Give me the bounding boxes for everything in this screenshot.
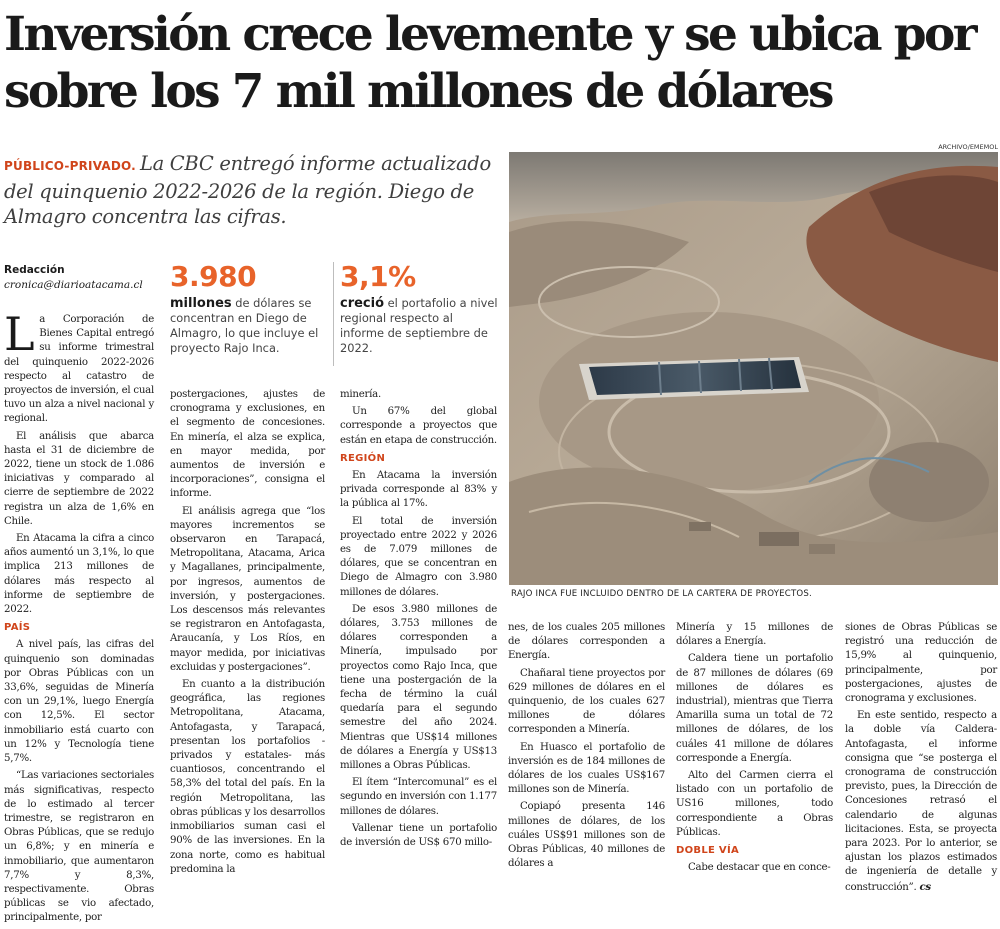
stat-description bbox=[170, 296, 325, 356]
body-column-4 bbox=[508, 621, 665, 874]
paragraph: minería. bbox=[340, 389, 381, 400]
stat-bold-word: millones bbox=[170, 296, 232, 311]
section-heading-region: REGIÓN bbox=[340, 452, 386, 464]
paragraph: El ítem “Intercomunal” es el segundo en inversión con 1.177 millones de dólares. bbox=[340, 777, 497, 817]
body-column-2 bbox=[170, 388, 325, 880]
paragraph: El análisis agrega que “los mayores incrementos se observaron en Tarapacá, Metropolitana, Atacama, Arica y Magallanes, principalmente, por ingresos, aumentos de inversión, y postergaciones. Los descensos más relevantes se registraron en Antofagasta, Araucanía, y Los Ríos, en mayor medida, por iniciativas excluidas y postergaciones”. bbox=[170, 505, 325, 673]
byline-email[interactable]: cronica@diarioatacama.cl bbox=[4, 279, 143, 291]
stat-bold-word: creció bbox=[340, 296, 385, 311]
end-mark-icon: cs bbox=[919, 880, 931, 893]
deck-text: La CBC entregó informe actualizado del quinquenio 2022-2026 de la región. Diego de Almagro concentra las cifras. bbox=[4, 152, 491, 228]
body-column-5 bbox=[676, 621, 833, 878]
paragraph: Alto del Carmen cierra el listado con un portafolio de US16 millones, todo correspondiente a Obras Públicas. bbox=[676, 770, 833, 838]
paragraph: Caldera tiene un portafolio de 87 millones de dólares (69 millones de dólares es industrial), mientras que Tierra Amarilla suma un total de 72 millones de dólares, de los cuáles 41 millone de dólares corresponde a Energía. bbox=[676, 653, 833, 764]
stat-divider bbox=[333, 262, 334, 366]
paragraph: En Huasco el portafolio de inversión es de 184 millones de dólares de los cuales US$167 millones son de Minería. bbox=[508, 741, 665, 796]
byline bbox=[4, 263, 156, 293]
deck-kicker: PÚBLICO-PRIVADO. bbox=[4, 159, 136, 173]
headline: Inversión crece levemente y se ubica por sobre los 7 mil millones de dólares bbox=[4, 7, 975, 119]
body-column-6 bbox=[845, 621, 997, 898]
paragraph: Cabe destacar que en conce- bbox=[688, 862, 831, 874]
stat-box-investment bbox=[170, 262, 325, 356]
stat-description bbox=[340, 296, 498, 356]
section-heading-pais: PAÍS bbox=[4, 622, 31, 634]
article-deck bbox=[4, 151, 496, 229]
paragraph: nes, de los cuales 205 millones de dólares corresponden a Energía. bbox=[508, 622, 665, 662]
paragraph: El total de inversión proyectado entre 2022 y 2026 es de 7.079 millones de dólares, que se concentran en Diego de Almagro con 3.980 millones de dólares. bbox=[340, 515, 497, 598]
stat-box-growth bbox=[340, 262, 498, 356]
paragraph: “Las variaciones sectoriales más significativas, respecto de lo estimado al tercer trimestre, se registraron en Obras Públicas, que se redujo un 6,8%; y en minería e inmobiliario, que aumentaron 7,7% y 8,3%, respectivamente. Obras públicas se vio afectado, principalmente, por bbox=[4, 770, 154, 924]
section-heading-doble-via: DOBLE VÍA bbox=[676, 845, 740, 857]
paragraph: Un 67% del global corresponde a proyectos que están en etapa de construcción. bbox=[340, 406, 497, 446]
paragraph bbox=[845, 709, 997, 895]
photo-credit: ARCHIVO/EMEMOL bbox=[938, 143, 998, 151]
paragraph: En Atacama la cifra a cinco años aumentó un 3,1%, lo que implica 213 millones de dólares más respecto al informe de septiembre de 2022. bbox=[4, 533, 154, 616]
paragraph: siones de Obras Públicas se registró una reducción de 15,9% al quinquenio, principalmente, por postergaciones, ajustes de cronograma y exclusiones. bbox=[845, 622, 997, 705]
mine-aerial-photo bbox=[509, 152, 998, 585]
stat-value: 3.980 bbox=[170, 260, 257, 293]
paragraph: Chañaral tiene proyectos por 629 millones de dólares en el quinquenio, de los cuales 627 millones de dólares corresponden a Minería. bbox=[508, 667, 665, 736]
paragraph bbox=[4, 307, 155, 427]
paragraph: postergaciones, ajustes de cronograma y exclusiones, en el segmento de concesiones. En minería, el alza se explica, en mayor medida, por aumentos de inversión e incorporaciones”, consigna el informe. bbox=[170, 389, 325, 500]
paragraph-text: a Corporación de Bienes Capital entregó su informe trimestral del quinquenio 2022-2026 respecto al catastro de proyectos de inversión, el cual tuvo un alza a nivel nacional y regional. bbox=[4, 314, 155, 425]
paragraph: De esos 3.980 millones de dólares, 3.753 millones de dólares corresponden a Minería, impulsado por proyectos como Rajo Inca, que tiene una postergación de la fecha de término la cuál quedaría para el segundo semestre del año 2024. Mientras que US$14 millones de dólares a Energía y US$13 millones a Obras Públicas. bbox=[340, 603, 497, 772]
body-column-3 bbox=[340, 388, 497, 853]
paragraph: En cuanto a la distribución geográfica, las regiones Metropolitana, Atacama, Antofagasta, y Tarapacá, presentan los portafolios -privados y estatales- más cuantiosos, concentrando el 58,3% del total del país. En la región Metropolitana, las obras públicas y los desarrollos inmobiliarios suman casi el 90% de las inversiones. En la zona norte, como es habitual predomina la bbox=[170, 679, 325, 875]
stat-text: de dólares se concentran en Diego de Almagro, lo que incluye el proyecto Rajo Inca. bbox=[170, 296, 319, 355]
paragraph-text: En este sentido, respecto a la doble vía Caldera-Antofagasta, el informe consigna que “se posterga el cronograma de construcción previsto, pues, la Dirección de Concesiones retrasó el calendario de algunas licitaciones. Esta, se proyecta para 2023. Por lo anterior, se ajustan los plazos estimados de ingeniería de detalle y construcción”. bbox=[845, 710, 997, 893]
paragraph: A nivel país, las cifras del quinquenio son dominadas por Obras Públicas con un 33,6%, seguidas de Minería con un 29,1%, luego Energía con 12,5%. El sector inmobiliario está cuarto con un 12% y Tecnología tiene 5,7%. bbox=[4, 639, 154, 765]
byline-author: Redacción bbox=[4, 264, 65, 276]
stat-value: 3,1% bbox=[340, 260, 416, 293]
photo-illustration bbox=[509, 152, 998, 585]
paragraph: En Atacama la inversión privada corresponde al 83% y la pública al 17%. bbox=[340, 470, 497, 510]
photo-caption: RAJO INCA FUE INCLUIDO DENTRO DE LA CARTERA DE PROYECTOS. bbox=[511, 589, 812, 599]
paragraph: Minería y 15 millones de dólares a Energía. bbox=[676, 622, 833, 648]
paragraph: El análisis que abarca hasta el 31 de diciembre de 2022, tiene un stock de 1.086 iniciativas y comparado al cierre de septiembre de 2022 registra un alza de 1,6% en Chile. bbox=[4, 430, 154, 527]
stat-text: el portafolio a nivel regional respecto al informe de septiembre de 2022. bbox=[340, 296, 498, 355]
drop-cap: L bbox=[4, 307, 35, 361]
body-column-1 bbox=[4, 307, 155, 929]
paragraph: Copiapó presenta 146 millones de dólares, de los cuáles US$91 millones son de Obras Públicas, 40 millones de dólares a bbox=[508, 801, 665, 870]
paragraph: Vallenar tiene un portafolio de inversión de US$ 670 millo- bbox=[340, 822, 497, 849]
